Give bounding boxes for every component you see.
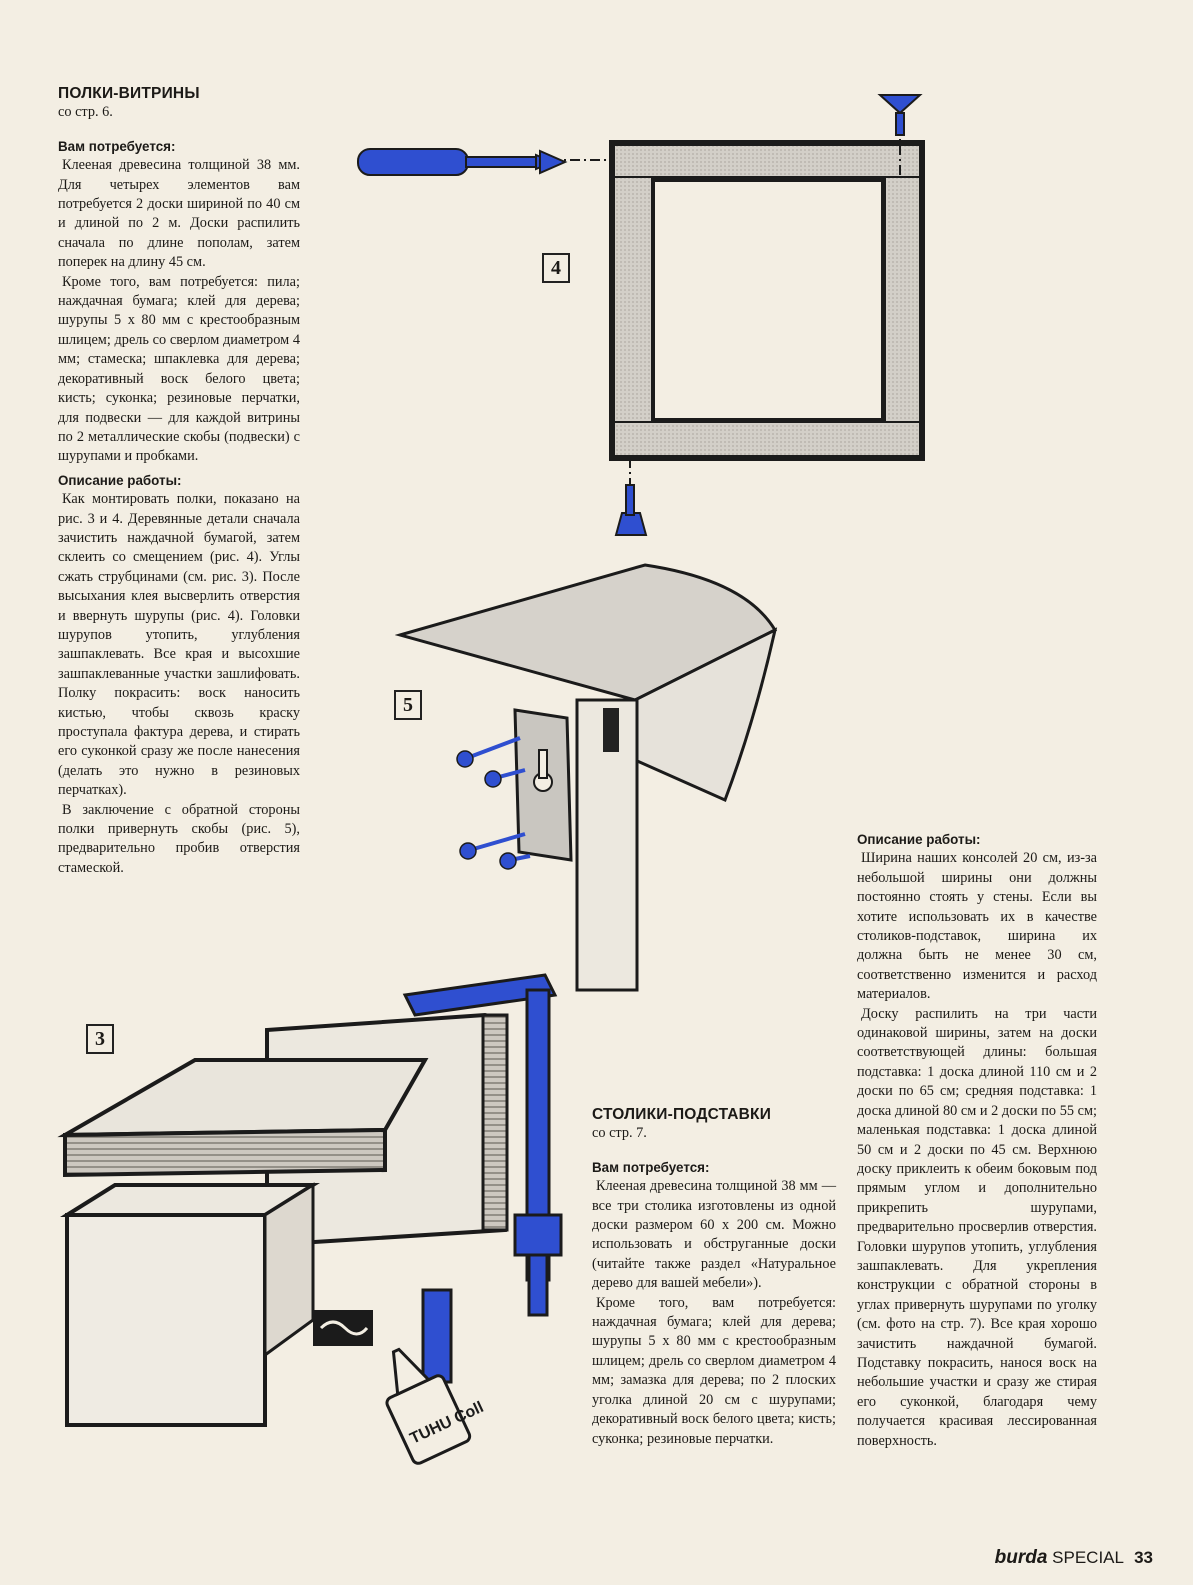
left-need-p1: Клееная древесина толщиной 38 мм. Для четырех элементов вам потребуется 2 доски шириной по 40 см и длиной по 2 м. Доски распилить сначала по длине пополам, затем поперек на длину 45 см. <box>58 157 300 271</box>
left-title: ПОЛКИ-ВИТРИНЫ <box>58 85 200 102</box>
right-article <box>857 826 1097 1451</box>
figure-5-bracket-illustration <box>395 560 825 1000</box>
glue-bottle-label: TUHU Coll <box>407 1398 487 1448</box>
section-name: SPECIAL <box>1052 1548 1124 1567</box>
figure-3-number: 3 <box>86 1024 114 1054</box>
left-need-label: Вам потребуется: <box>58 138 176 154</box>
middle-page-ref: со стр. 7. <box>592 1125 647 1142</box>
left-work-p2: В заключение с обратной стороны полки привернуть скобы (рис. 5), предварительно пробив отверстия стамеской. <box>58 801 300 876</box>
right-work-label: Описание работы: <box>857 832 981 847</box>
right-p1: Ширина наших консолей 20 см, из-за небольшой ширины они должны постоянно стоять у стены. Если вы хотите использовать их в качестве столиков-подставок, ширина их должна быть не менее 30 см, соответственно изменится и расход материалов. <box>857 850 1097 1003</box>
left-work-p1: Как монтировать полки, показано на рис. 3 и 4. Деревянные детали сначала зачистить наждачной бумагой, затем склеить со смещением (рис. 4). Углы сжать струбцинами (см. рис. 3). После высыхания клея высверлить отверстия и ввернуть шурупы (рис. 4). Головки шурупов утопить, углубления зашпаклевать. Все края и высохшие зашпаклеванные участки зашлифовать. Полку покрасить: воск наносить кистью, чтобы сквозь краску проступала фактура дерева, и стирать его суконкой сразу же после нанесения (делать это нужно в резиновых перчатках). <box>58 491 300 799</box>
left-need-p2: Кроме того, вам потребуется: пила; наждачная бумага; клей для дерева; шурупы 5 х 80 мм с крестообразным шлицем; дрель со сверлом диаметром 4 мм; стамеска; шпаклевка для дерева; декоративный воск белого цвета; кисть; суконка; резиновые перчатки, для подвески — для каждой витрины по 2 металлические скобы (подвески) с шурупами и пробками. <box>58 273 300 465</box>
middle-need-p1: Клееная древесина толщиной 38 мм — все три столика изготовлены из одной доски размером 60 х 200 см. Можно использовать и обструганные доски (читайте также раздел «Натуральное дерево для вашей мебели»). <box>592 1178 836 1292</box>
page-footer <box>995 1547 1153 1569</box>
left-article <box>58 84 300 878</box>
figure-4-number: 4 <box>542 253 570 283</box>
middle-need-p2: Кроме того, вам потребуется: наждачная бумага; клей для дерева; шурупы 5 х 80 мм с крестообразным шлицем; дрель со сверлом диаметром 4 мм; замазка для дерева; по 2 плоских уголка длиной 20 см с шурупами; декоративный воск белого цвета; кисть; суконка; резиновые перчатки. <box>592 1294 836 1447</box>
figure-3-clamp-illustration <box>55 960 575 1480</box>
middle-need-label: Вам потребуется: <box>592 1159 710 1175</box>
figure-5-number: 5 <box>394 690 422 720</box>
left-work-label: Описание работы: <box>58 472 182 488</box>
right-p2: Доску распилить на три части одинаковой ширины, затем на доски соответствующей длины: большая подставка: 1 доска длиной 110 см и 2 доски по 65 см; средняя подставка: 1 доска длиной 80 см и 2 доски по 55 см; маленькая подставка: 1 доска длиной 50 см и 2 доски по 45 см. Верхнюю доску приклеить к обеим боковым под прямым углом и дополнительно прикрепить шурупами, предварительно просверлив отверстия. Головки шурупов утопить, углубления зашпаклевать. Для укрепления конструкции с обратной стороны в углах привернуть шурупами по уголку (см. фото на стр. 7). Все края хорошо зачистить наждачной бумагой. Подставку покрасить, нанося воск на небольшие участки и сразу же стирая его суконкой, благодаря чему получается красивая лессированная поверхность. <box>857 1005 1097 1449</box>
brand-logo: burda <box>994 1547 1048 1568</box>
middle-title: СТОЛИКИ-ПОДСТАВКИ <box>592 1106 772 1123</box>
page-number: 33 <box>1134 1548 1153 1567</box>
middle-article <box>592 1105 836 1449</box>
left-page-ref: со стр. 6. <box>58 104 113 121</box>
figure-4-frame-illustration <box>340 85 940 545</box>
